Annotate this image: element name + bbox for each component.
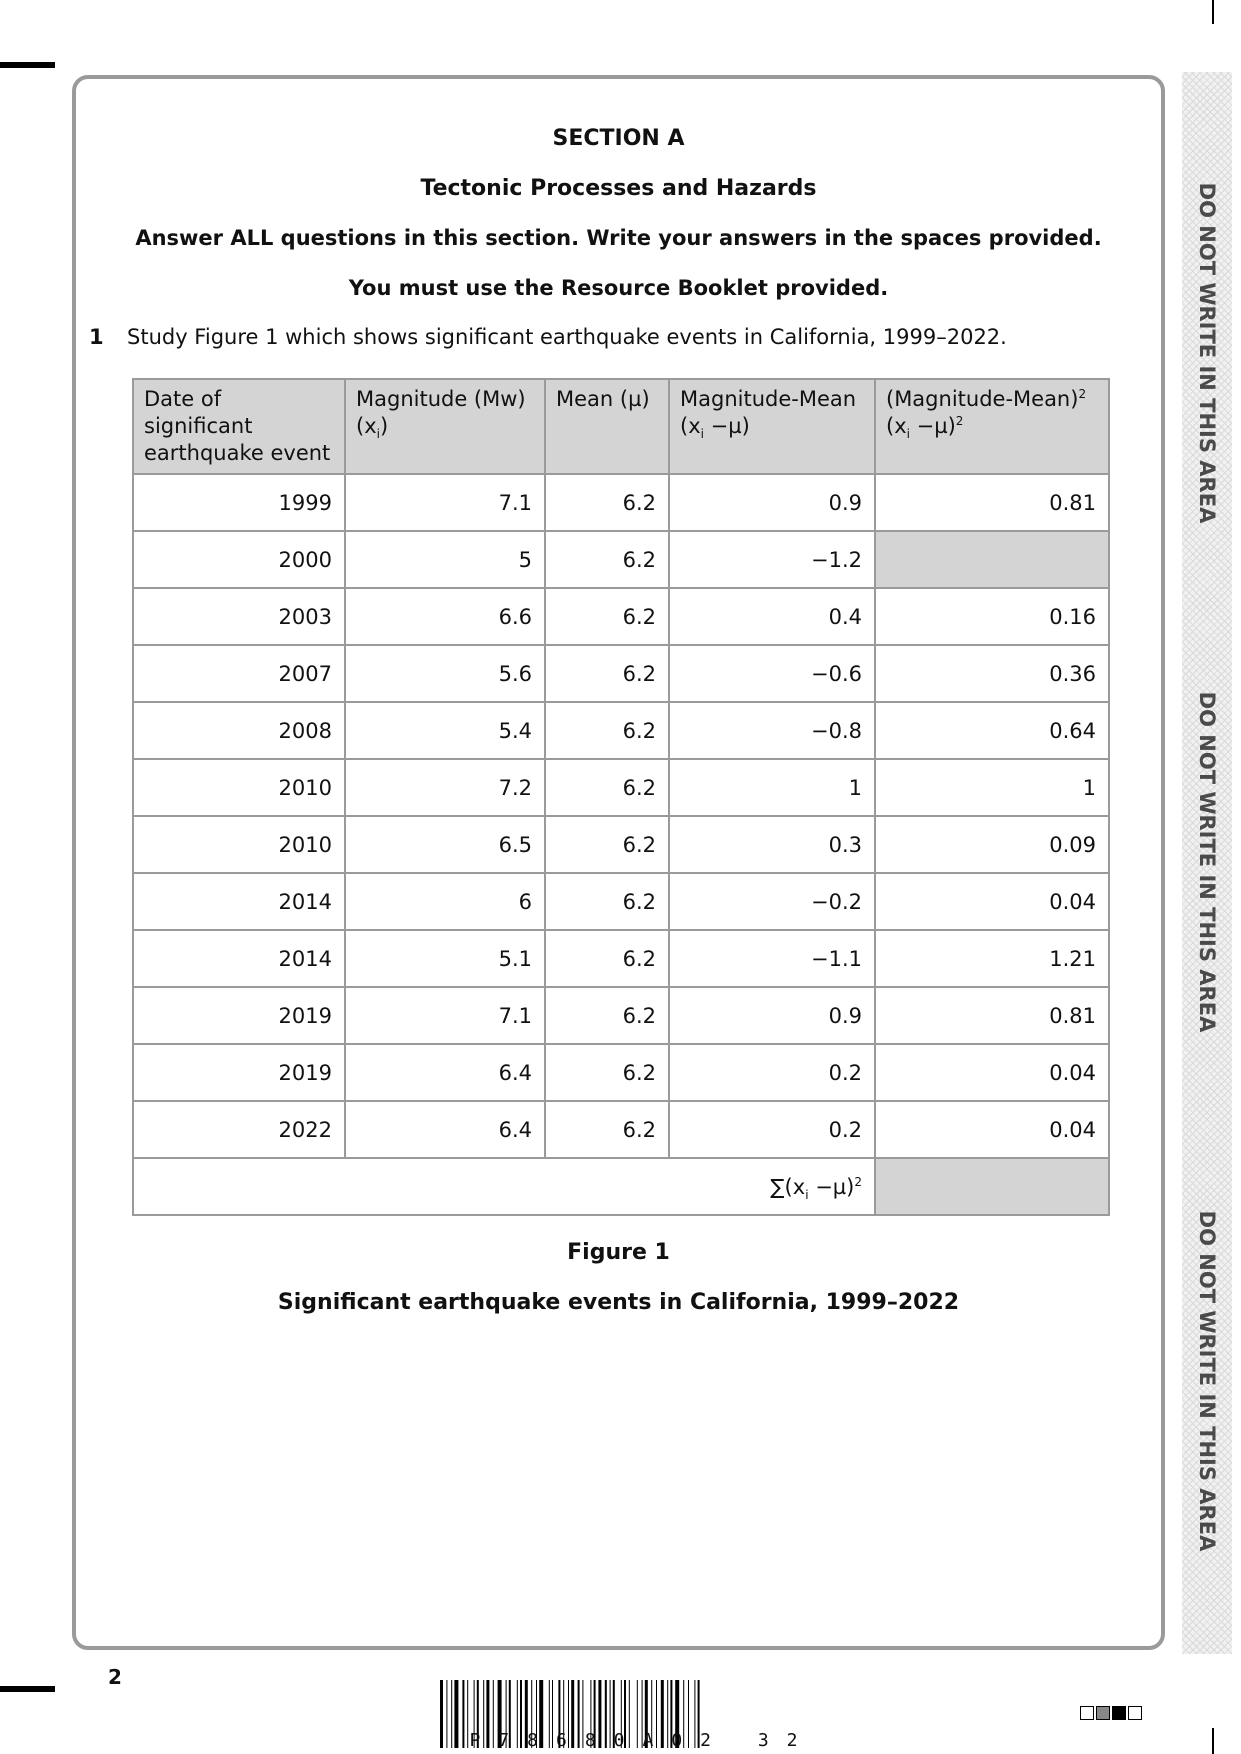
mean-cell: 6.2 <box>545 645 669 702</box>
crop-mark <box>1212 0 1214 24</box>
table-row <box>133 759 1109 816</box>
crop-mark <box>0 1686 55 1692</box>
magnitude-cell: 6 <box>345 873 545 930</box>
squared-cell: 0.64 <box>875 702 1109 759</box>
crop-mark <box>1212 1728 1214 1754</box>
sum-answer-cell[interactable] <box>875 1158 1109 1215</box>
figure-caption: Significant earthquake events in California, 1999–2022 <box>277 1290 960 1315</box>
date-cell: 2014 <box>133 930 345 987</box>
mean-cell: 6.2 <box>545 873 669 930</box>
table-row <box>133 702 1109 759</box>
date-cell: 2019 <box>133 1044 345 1101</box>
mean-cell: 6.2 <box>545 987 669 1044</box>
date-cell: 2003 <box>133 588 345 645</box>
margin-warning: DO NOT WRITE IN THIS AREA <box>1195 1210 1219 1552</box>
difference-cell: 0.2 <box>669 1101 875 1158</box>
date-cell: 2010 <box>133 816 345 873</box>
earthquake-table <box>132 378 1110 1216</box>
mean-cell: 6.2 <box>545 1101 669 1158</box>
squared-cell: 0.81 <box>875 474 1109 531</box>
squared-cell: 0.04 <box>875 1044 1109 1101</box>
difference-cell: −1.2 <box>669 531 875 588</box>
mean-cell: 6.2 <box>545 531 669 588</box>
table-row <box>133 1044 1109 1101</box>
table-row <box>133 816 1109 873</box>
magnitude-cell: 7.2 <box>345 759 545 816</box>
date-cell: 2008 <box>133 702 345 759</box>
header-magnitude-mean: Magnitude-Mean $(x_i -\mu)$ <box>669 379 875 474</box>
difference-cell: −0.2 <box>669 873 875 930</box>
magnitude-cell: 5.4 <box>345 702 545 759</box>
table-row <box>133 1101 1109 1158</box>
difference-cell: 0.4 <box>669 588 875 645</box>
header-mean: Mean (µ) <box>545 379 669 474</box>
date-cell: 2019 <box>133 987 345 1044</box>
table-row <box>133 987 1109 1044</box>
instruction-resource-booklet: You must use the Resource Booklet provided. <box>348 276 889 300</box>
margin-warning: DO NOT WRITE IN THIS AREA <box>1195 182 1219 524</box>
figure-label: Figure 1 <box>567 1240 670 1265</box>
difference-cell: 0.9 <box>669 987 875 1044</box>
magnitude-cell: 7.1 <box>345 474 545 531</box>
magnitude-cell: 5 <box>345 531 545 588</box>
magnitude-cell: 6.4 <box>345 1101 545 1158</box>
magnitude-cell: 6.5 <box>345 816 545 873</box>
page-number: 2 <box>108 1665 122 1689</box>
barcode-text: P78680A02 32 <box>469 1730 816 1751</box>
magnitude-cell: 6.4 <box>345 1044 545 1101</box>
mean-cell: 6.2 <box>545 474 669 531</box>
table-row <box>133 930 1109 987</box>
margin-warning: DO NOT WRITE IN THIS AREA <box>1195 691 1219 1033</box>
squared-cell: 0.16 <box>875 588 1109 645</box>
difference-cell: 0.9 <box>669 474 875 531</box>
table-row <box>133 531 1109 588</box>
registration-boxes-icon <box>1080 1706 1142 1720</box>
header-magnitude: Magnitude (Mw) $(x_i)$ <box>345 379 545 474</box>
table-header-row <box>133 379 1109 474</box>
date-cell: 2014 <box>133 873 345 930</box>
difference-cell: −0.8 <box>669 702 875 759</box>
mean-cell: 6.2 <box>545 588 669 645</box>
date-cell: 1999 <box>133 474 345 531</box>
squared-cell: 1.21 <box>875 930 1109 987</box>
mean-cell: 6.2 <box>545 816 669 873</box>
difference-cell: −0.6 <box>669 645 875 702</box>
topic-title: Tectonic Processes and Hazards <box>420 176 817 201</box>
sum-row <box>133 1158 1109 1215</box>
date-cell: 2022 <box>133 1101 345 1158</box>
instruction-answer-all: Answer ALL questions in this section. Write your answers in the spaces provided. <box>135 226 1102 250</box>
squared-cell: 1 <box>875 759 1109 816</box>
mean-cell: 6.2 <box>545 702 669 759</box>
squared-cell: 0.36 <box>875 645 1109 702</box>
difference-cell: 1 <box>669 759 875 816</box>
magnitude-cell: 7.1 <box>345 987 545 1044</box>
header-squared: (Magnitude-Mean)$^2$ $(x_i -\mu)^2$ <box>875 379 1109 474</box>
crop-mark <box>0 62 55 68</box>
section-title: SECTION A <box>552 126 685 151</box>
mean-cell: 6.2 <box>545 1044 669 1101</box>
magnitude-cell: 5.1 <box>345 930 545 987</box>
squared-cell: 0.81 <box>875 987 1109 1044</box>
question-text: Study Figure 1 which shows significant earthquake events in California, 1999–2022. <box>127 325 1007 349</box>
difference-cell: 0.3 <box>669 816 875 873</box>
date-cell: 2007 <box>133 645 345 702</box>
table-row <box>133 645 1109 702</box>
mean-cell: 6.2 <box>545 759 669 816</box>
difference-cell: 0.2 <box>669 1044 875 1101</box>
header-date: Date of significant earthquake event <box>133 379 345 474</box>
answer-cell[interactable] <box>875 531 1109 588</box>
table-row <box>133 588 1109 645</box>
difference-cell: −1.1 <box>669 930 875 987</box>
date-cell: 2000 <box>133 531 345 588</box>
squared-cell: 0.04 <box>875 1101 1109 1158</box>
squared-cell: 0.04 <box>875 873 1109 930</box>
table-row <box>133 474 1109 531</box>
squared-cell: 0.09 <box>875 816 1109 873</box>
magnitude-cell: 6.6 <box>345 588 545 645</box>
magnitude-cell: 5.6 <box>345 645 545 702</box>
sum-label: $\sum(x_i -\mu)^2$ <box>133 1158 875 1215</box>
question-number: 1 <box>89 325 104 349</box>
table-row <box>133 873 1109 930</box>
mean-cell: 6.2 <box>545 930 669 987</box>
date-cell: 2010 <box>133 759 345 816</box>
